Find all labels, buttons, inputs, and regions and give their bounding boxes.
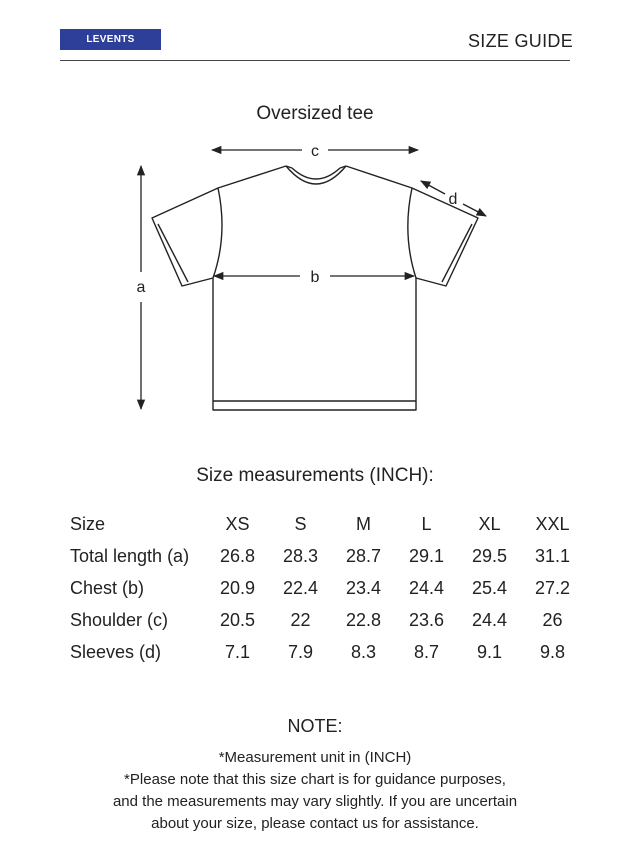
note-title: NOTE:	[287, 716, 343, 736]
note-line: and the measurements may vary slightly. If you are uncertain	[112, 793, 518, 810]
arrow-d	[421, 181, 445, 194]
table-cell: 8.7	[413, 641, 440, 662]
header-size-xl: XL	[478, 513, 501, 534]
table-cell: 23.6	[408, 609, 445, 630]
row-label-sleeves: Sleeves (d)	[70, 641, 162, 662]
header-size-m: M	[356, 513, 371, 534]
note-line: *Please note that this size chart is for guidance purposes,	[124, 771, 506, 788]
header-size-l: L	[421, 513, 432, 534]
table-cell: 7.1	[224, 641, 251, 662]
note-text	[0, 747, 630, 835]
row-label-shoulder: Shoulder (c)	[70, 609, 169, 630]
table-row	[62, 604, 584, 636]
table-cell: 22	[290, 609, 311, 630]
tshirt-collar	[286, 166, 346, 184]
table-cell: 28.3	[282, 545, 319, 566]
table-cell: 22.8	[345, 609, 382, 630]
table-row	[62, 636, 584, 668]
label-a: a	[136, 279, 146, 296]
table-cell: 24.4	[408, 577, 445, 598]
label-b: b	[310, 269, 320, 286]
label-c: c	[311, 143, 319, 160]
table-cell: 7.9	[287, 641, 314, 662]
header-size-label: Size	[70, 513, 106, 534]
table-cell: 9.1	[476, 641, 503, 662]
note-line: about your size, please contact us for assistance.	[151, 815, 479, 832]
table-cell: 31.1	[534, 545, 571, 566]
table-cell: 27.2	[534, 577, 571, 598]
page-title: SIZE GUIDE	[467, 31, 573, 51]
brand-badge: LEVENTS	[60, 29, 161, 50]
table-cell: 9.8	[539, 641, 566, 662]
row-label-chest: Chest (b)	[70, 577, 145, 598]
left-armhole	[213, 188, 222, 278]
row-label-total-length: Total length (a)	[70, 545, 190, 566]
table-cell: 24.4	[471, 609, 508, 630]
right-sleeve-cuff	[442, 224, 472, 282]
table-cell: 26.8	[219, 545, 256, 566]
table-row	[62, 572, 584, 604]
table-header-row	[62, 508, 584, 540]
table-cell: 29.5	[471, 545, 508, 566]
note-line: *Measurement unit in (INCH)	[218, 749, 412, 766]
right-armhole	[408, 188, 416, 278]
table-cell: 29.1	[408, 545, 445, 566]
tshirt-outline	[152, 166, 478, 410]
header-size-xxl: XXL	[535, 513, 570, 534]
table-cell: 20.5	[219, 609, 256, 630]
label-d: d	[448, 191, 458, 208]
table-cell: 8.3	[350, 641, 377, 662]
table-row	[62, 540, 584, 572]
table-cell: 28.7	[345, 545, 382, 566]
table-cell: 20.9	[219, 577, 256, 598]
product-name: Oversized tee	[256, 103, 374, 124]
table-cell: 23.4	[345, 577, 382, 598]
table-cell: 26	[542, 609, 563, 630]
table-cell: 22.4	[282, 577, 319, 598]
left-sleeve-cuff	[158, 224, 188, 282]
table-cell: 25.4	[471, 577, 508, 598]
measurements-title: Size measurements (INCH):	[196, 465, 434, 486]
header-size-xs: XS	[225, 513, 250, 534]
header-size-s: S	[294, 513, 307, 534]
size-table	[62, 508, 584, 668]
